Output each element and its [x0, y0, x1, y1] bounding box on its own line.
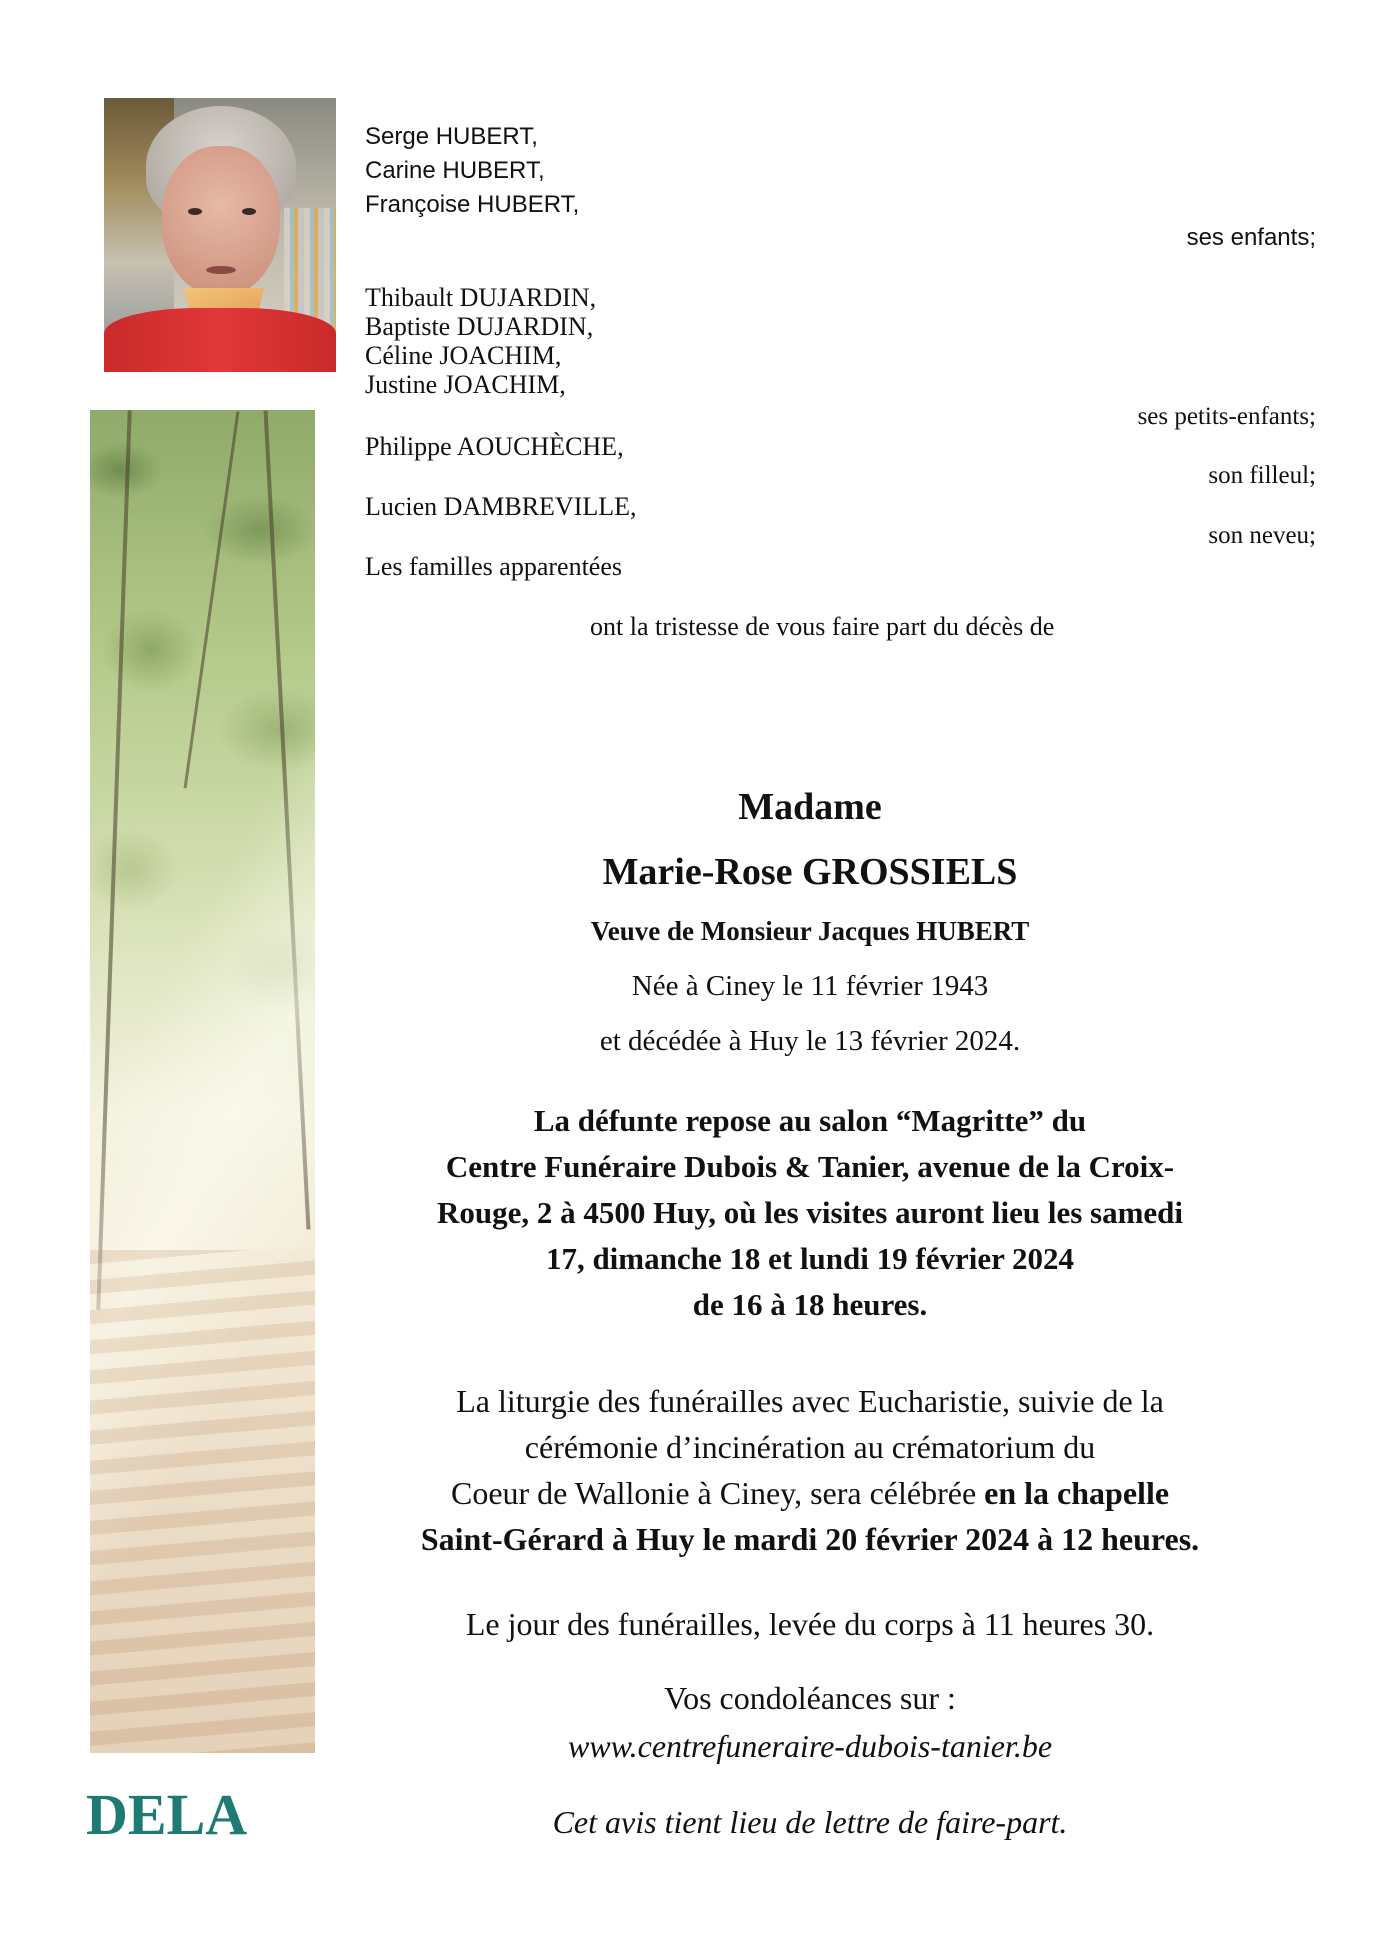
notice-text: Cet avis tient lieu de lettre de faire-part. [552, 1804, 1068, 1840]
visitation-line: Centre Funéraire Dubois & Tanier, avenue de la Croix- [445, 1149, 1175, 1184]
godson-name: Philippe AOUCHÈCHE, [365, 432, 624, 461]
liturgy-line-plain: Coeur de Wallonie à Ciney, sera célébrée [450, 1475, 985, 1511]
visitation-line: 17, dimanche 18 et lundi 19 février 2024 [545, 1241, 1075, 1276]
visitation-line: Rouge, 2 à 4500 Huy, où les visites auront lieu les samedi [436, 1195, 1184, 1230]
liturgy-line: Saint-Gérard à Huy le mardi 20 février 2024 à 12 heures. [420, 1521, 1200, 1557]
families-text: Les familles apparentées [365, 552, 622, 581]
forest-path-image [90, 410, 315, 1753]
liturgy-line: La liturgie des funérailles avec Eucharistie, suivie de la [456, 1383, 1164, 1419]
children-list [365, 120, 579, 222]
condolences-label: Vos condoléances sur : [664, 1680, 956, 1716]
grandchild-name: Justine JOACHIM, [365, 370, 566, 399]
grandchildren-relation: ses petits-enfants; [1137, 403, 1316, 430]
grandchild-name: Céline JOACHIM, [365, 341, 562, 370]
child-name: Françoise HUBERT, [365, 191, 580, 218]
birth-line: Née à Ciney le 11 février 1943 [631, 970, 989, 1002]
nephew-relation: son neveu; [1208, 522, 1316, 549]
liturgy-line-bold: en la chapelle [984, 1475, 1170, 1511]
grandchild-name: Baptiste DUJARDIN, [365, 312, 594, 341]
children-relation: ses enfants; [1186, 224, 1316, 251]
visitation-line: La défunte repose au salon “Magritte” du [533, 1103, 1087, 1138]
nephew-name: Lucien DAMBREVILLE, [365, 492, 637, 521]
grandchildren-list [365, 283, 596, 399]
liturgy-line [370, 1470, 1250, 1516]
child-name: Serge HUBERT, [365, 123, 538, 150]
widow-line: Veuve de Monsieur Jacques HUBERT [590, 916, 1030, 946]
levee-line: Le jour des funérailles, levée du corps à 11 heures 30. [465, 1606, 1155, 1642]
logo-wordmark: DELA [86, 1782, 248, 1842]
portrait-photo [104, 98, 336, 372]
liturgy-line: cérémonie d’incinération au crématorium du [524, 1429, 1096, 1465]
visitation-block [370, 1098, 1250, 1328]
godson-relation: son filleul; [1208, 462, 1316, 489]
visitation-line: de 16 à 18 heures. [692, 1287, 928, 1322]
condolences-website-link[interactable]: www.centrefuneraire-dubois-tanier.be [567, 1728, 1053, 1764]
child-name: Carine HUBERT, [365, 157, 545, 184]
death-line: et décédée à Huy le 13 février 2024. [599, 1025, 1021, 1057]
deceased-name: Marie-Rose GROSSIELS [602, 851, 1018, 893]
grandchild-name: Thibault DUJARDIN, [365, 283, 597, 312]
dela-logo [86, 1782, 314, 1842]
deceased-title: Madame [738, 786, 882, 828]
liturgy-block [370, 1378, 1250, 1562]
announcement-text: ont la tristesse de vous faire part du décès de [590, 612, 1055, 641]
